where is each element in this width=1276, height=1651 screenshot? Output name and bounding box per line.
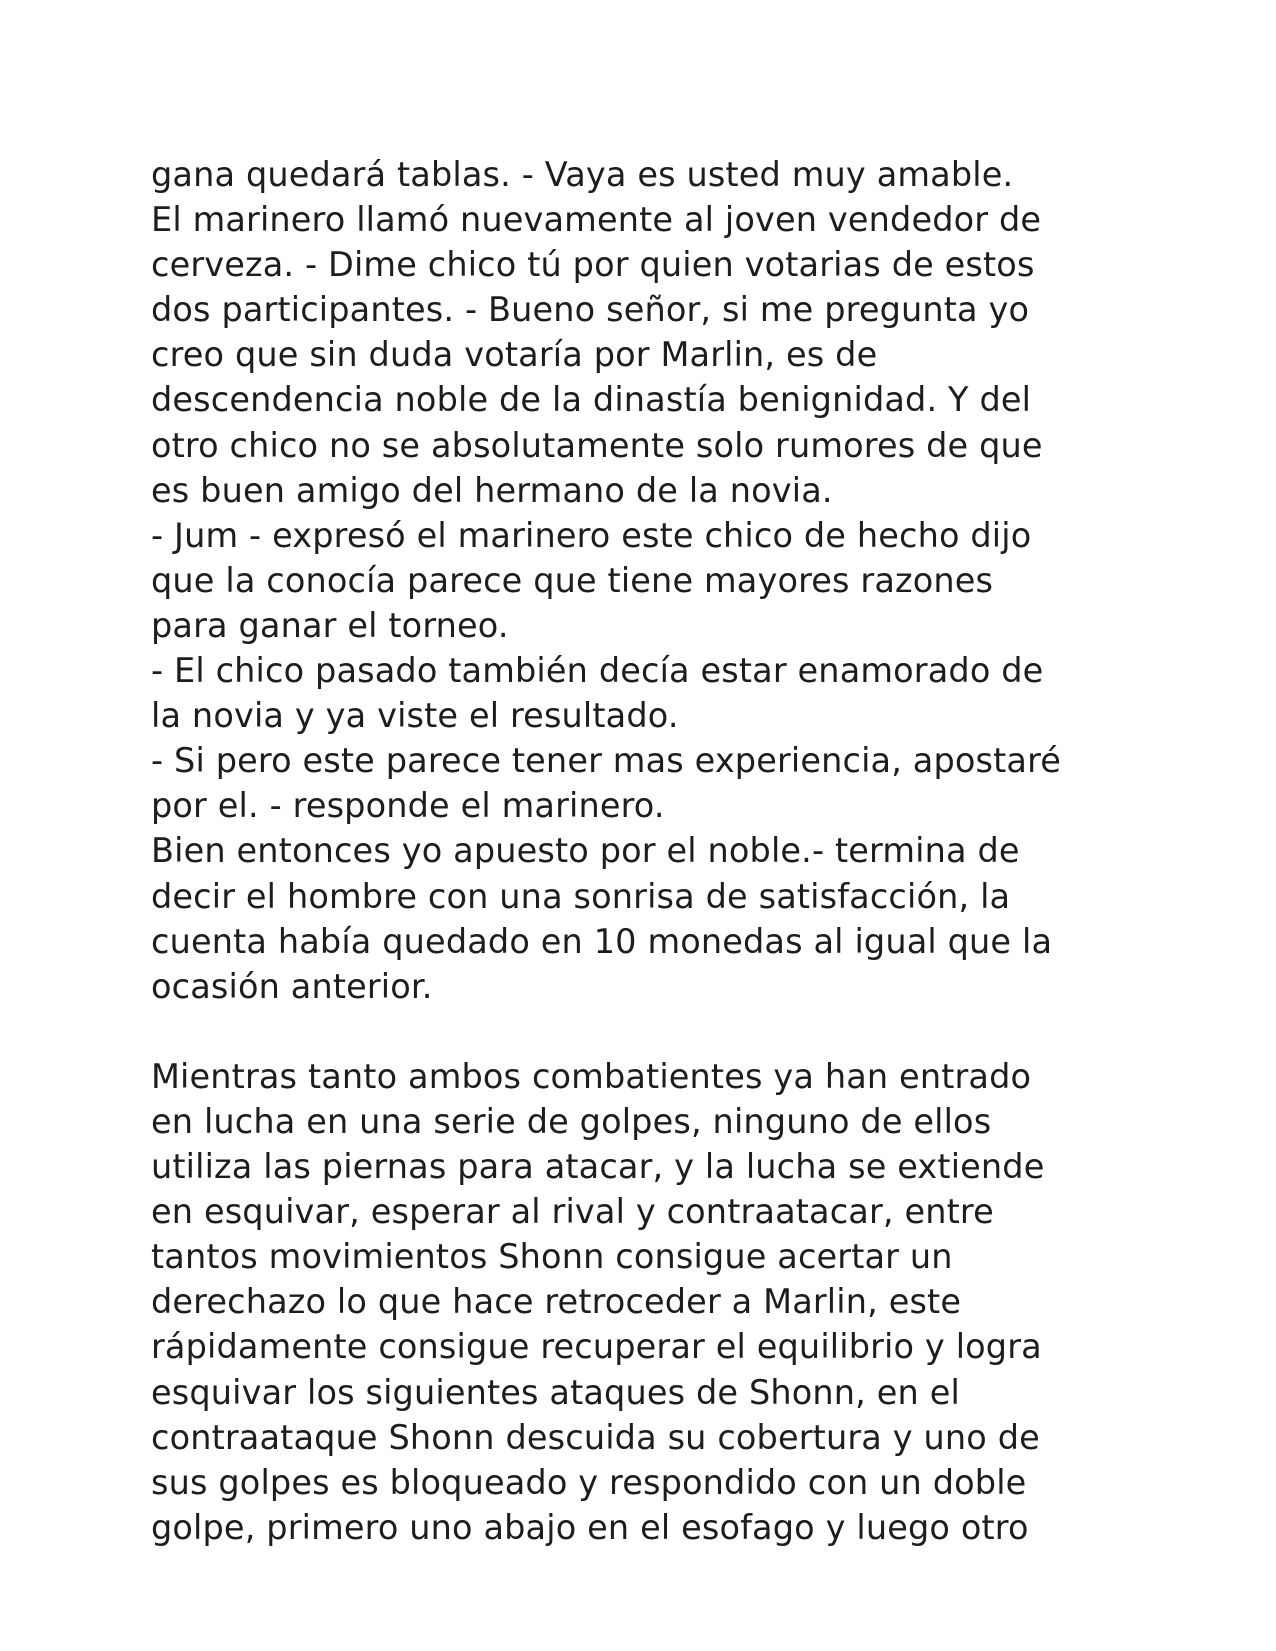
text-line: Bien entonces yo apuesto por el noble.- termina de xyxy=(151,831,1020,871)
text-line: creo que sin duda votaría por Marlin, es de xyxy=(151,335,878,375)
text-line: gana quedará tablas. - Vaya es usted muy amable. xyxy=(151,155,1014,194)
text-line: cuenta había quedado en 10 monedas al igual que la xyxy=(151,921,1053,961)
text-line: tantos movimientos Shonn consigue acertar un xyxy=(151,1237,953,1277)
text-line: Mientras tanto ambos combatientes ya han entrado xyxy=(151,1056,1032,1096)
text-line: para ganar el torneo. xyxy=(151,605,509,645)
text-line: utiliza las piernas para atacar, y la lucha se extiende xyxy=(151,1147,1045,1187)
text-line: que la conocía parece que tiene mayores razones xyxy=(151,560,994,600)
text-line: sus golpes es bloqueado y respondido con un doble xyxy=(151,1462,1027,1502)
text-line: rápidamente consigue recuperar el equilibrio y logra xyxy=(151,1327,1042,1367)
text-line: decir el hombre con una sonrisa de satisfacción, la xyxy=(151,876,1011,916)
text-line: esquivar los siguientes ataques de Shonn, en el xyxy=(151,1372,960,1412)
text-line: en lucha en una serie de golpes, ninguno de ellos xyxy=(151,1101,992,1141)
body-text xyxy=(151,152,1151,1550)
text-line: es buen amigo del hermano de la novia. xyxy=(151,470,833,510)
text-line: derechazo lo que hace retroceder a Marlin, este xyxy=(151,1282,962,1322)
text-line: - El chico pasado también decía estar enamorado de xyxy=(151,651,1044,691)
paragraph-2 xyxy=(151,1054,1151,1550)
text-line: golpe, primero uno abajo en el esofago y luego otro xyxy=(151,1507,1029,1547)
text-line: descendencia noble de la dinastía benignidad. Y del xyxy=(151,380,1032,420)
paragraph-1 xyxy=(151,152,1151,1009)
text-line: El marinero llamó nuevamente al joven vendedor de xyxy=(151,200,1042,240)
text-line: cerveza. - Dime chico tú por quien votarias de estos xyxy=(151,245,1035,285)
text-line: contraataque Shonn descuida su cobertura y uno de xyxy=(151,1417,1040,1457)
text-line: por el. - responde el marinero. xyxy=(151,786,665,826)
text-line: en esquivar, esperar al rival y contraatacar, entre xyxy=(151,1192,994,1232)
text-line: ocasión anterior. xyxy=(151,966,433,1006)
text-line: - Si pero este parece tener mas experiencia, apostaré xyxy=(151,741,1062,781)
paragraph-spacer xyxy=(151,1009,1151,1054)
text-line: otro chico no se absolutamente solo rumores de que xyxy=(151,425,1043,465)
text-line: - Jum - expresó el marinero este chico de hecho dijo xyxy=(151,515,1032,555)
text-line: la novia y ya viste el resultado. xyxy=(151,696,679,736)
text-line: dos participantes. - Bueno señor, si me pregunta yo xyxy=(151,290,1030,330)
